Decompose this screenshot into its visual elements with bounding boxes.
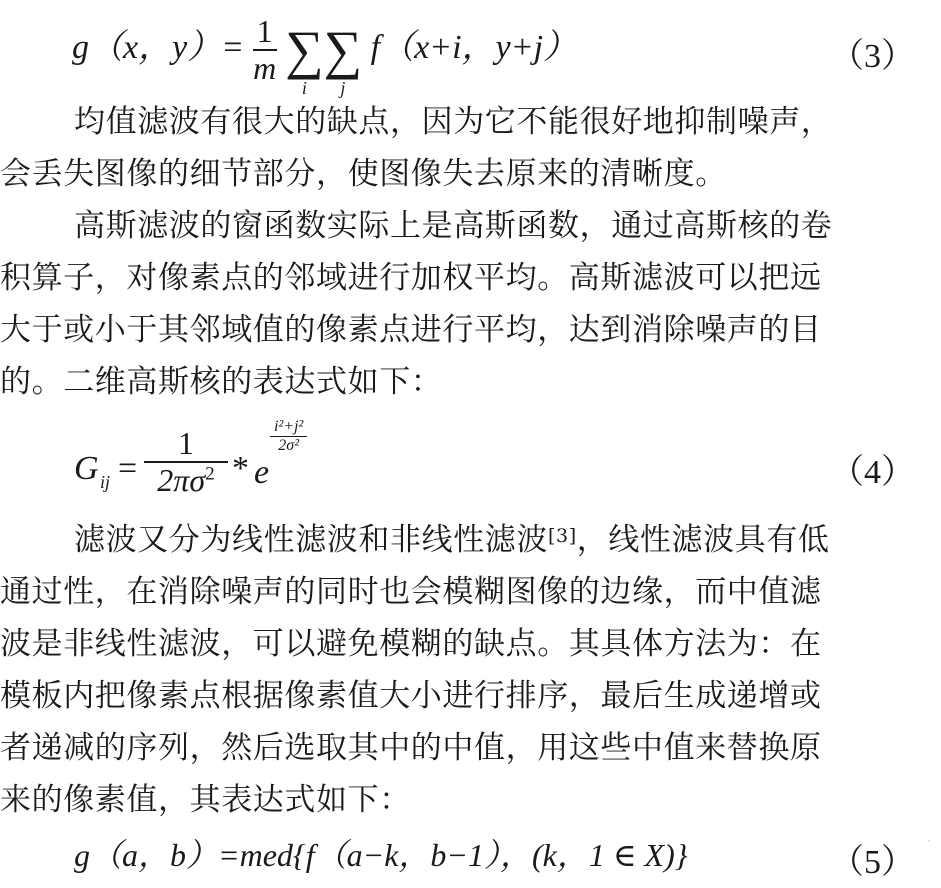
- para1-line1: 均值滤波有很大的缺点，因为它不能很好地抑制噪声，: [74, 104, 833, 140]
- para3-line1: [74, 518, 941, 562]
- equation-3-number: （3）: [830, 38, 915, 75]
- para2-line3: 大于或小于其邻域值的像素点进行平均，达到消除噪声的目: [0, 312, 822, 348]
- equation-3: [72, 8, 578, 99]
- eq3-sum-i: ∑ i: [285, 20, 324, 99]
- para3-line5: 者递减的序列，然后选取其中的中值，用这些中值来替换原: [0, 730, 822, 766]
- eq4-exp-den: 2σ²: [278, 436, 299, 454]
- eq4-den-main: 2πσ: [157, 462, 206, 499]
- eq4-fraction: [144, 426, 228, 498]
- para2-line4: 的。二维高斯核的表达式如下：: [0, 364, 443, 400]
- watermark: ·: [924, 833, 934, 849]
- eq4-equals: =: [118, 450, 138, 487]
- eq3-fraction: [253, 14, 277, 86]
- eq3-frac-num: 1: [253, 14, 277, 51]
- para3-line2: 通过性，在消除噪声的同时也会模糊图像的边缘，而中值滤: [0, 574, 822, 610]
- para2-line1: 高斯滤波的窗函数实际上是高斯函数，通过高斯核的卷: [74, 208, 833, 244]
- para3-line4: 模板内把像素点根据像素值大小进行排序，最后生成递增或: [0, 678, 822, 714]
- para2-line2: 积算子，对像素点的邻域进行加权平均。高斯滤波可以把远: [0, 260, 822, 296]
- equation-5: g（a，b）=med{f（a−k，b−1），(k，1 ∈ X)}: [74, 837, 688, 873]
- eq3-frac-den: m: [253, 50, 277, 87]
- eq3-sum-j: ∑ j: [323, 20, 363, 99]
- eq4-frac-num: 1: [144, 426, 228, 463]
- para1-line2: 会丢失图像的细节部分，使图像失去原来的清晰度。: [0, 156, 727, 192]
- equation-4-number: （4）: [830, 454, 915, 491]
- eq4-frac-den: [144, 463, 228, 498]
- para3-line3: 波是非线性滤波，可以避免模糊的缺点。其具体方法为：在: [0, 626, 822, 662]
- eq4-den-exp: 2: [205, 463, 215, 485]
- citation-ref: [3]: [548, 525, 577, 547]
- para3-line1-b: ，线性滤波具有低: [576, 522, 830, 558]
- eq4-G-sub: ij: [100, 472, 111, 492]
- equation-5-number: （5）: [830, 844, 915, 881]
- eq3-rhs: f（x+i，y+j）: [370, 29, 578, 66]
- eq3-lhs: g（x，y）=: [72, 29, 245, 66]
- eq4-G: G: [74, 450, 99, 487]
- eq4-exponent: [270, 418, 307, 454]
- eq4-star: *: [232, 450, 249, 487]
- eq4-exp-num: i²+j²: [270, 418, 307, 437]
- eq4-base: e: [254, 454, 270, 491]
- eq3-sum-i-index: i: [301, 78, 307, 99]
- eq3-sum-j-index: j: [340, 78, 346, 99]
- para3-line6: 来的像素值，其表达式如下：: [0, 782, 411, 818]
- para3-line1-a: 滤波又分为线性滤波和非线性滤波: [74, 522, 548, 558]
